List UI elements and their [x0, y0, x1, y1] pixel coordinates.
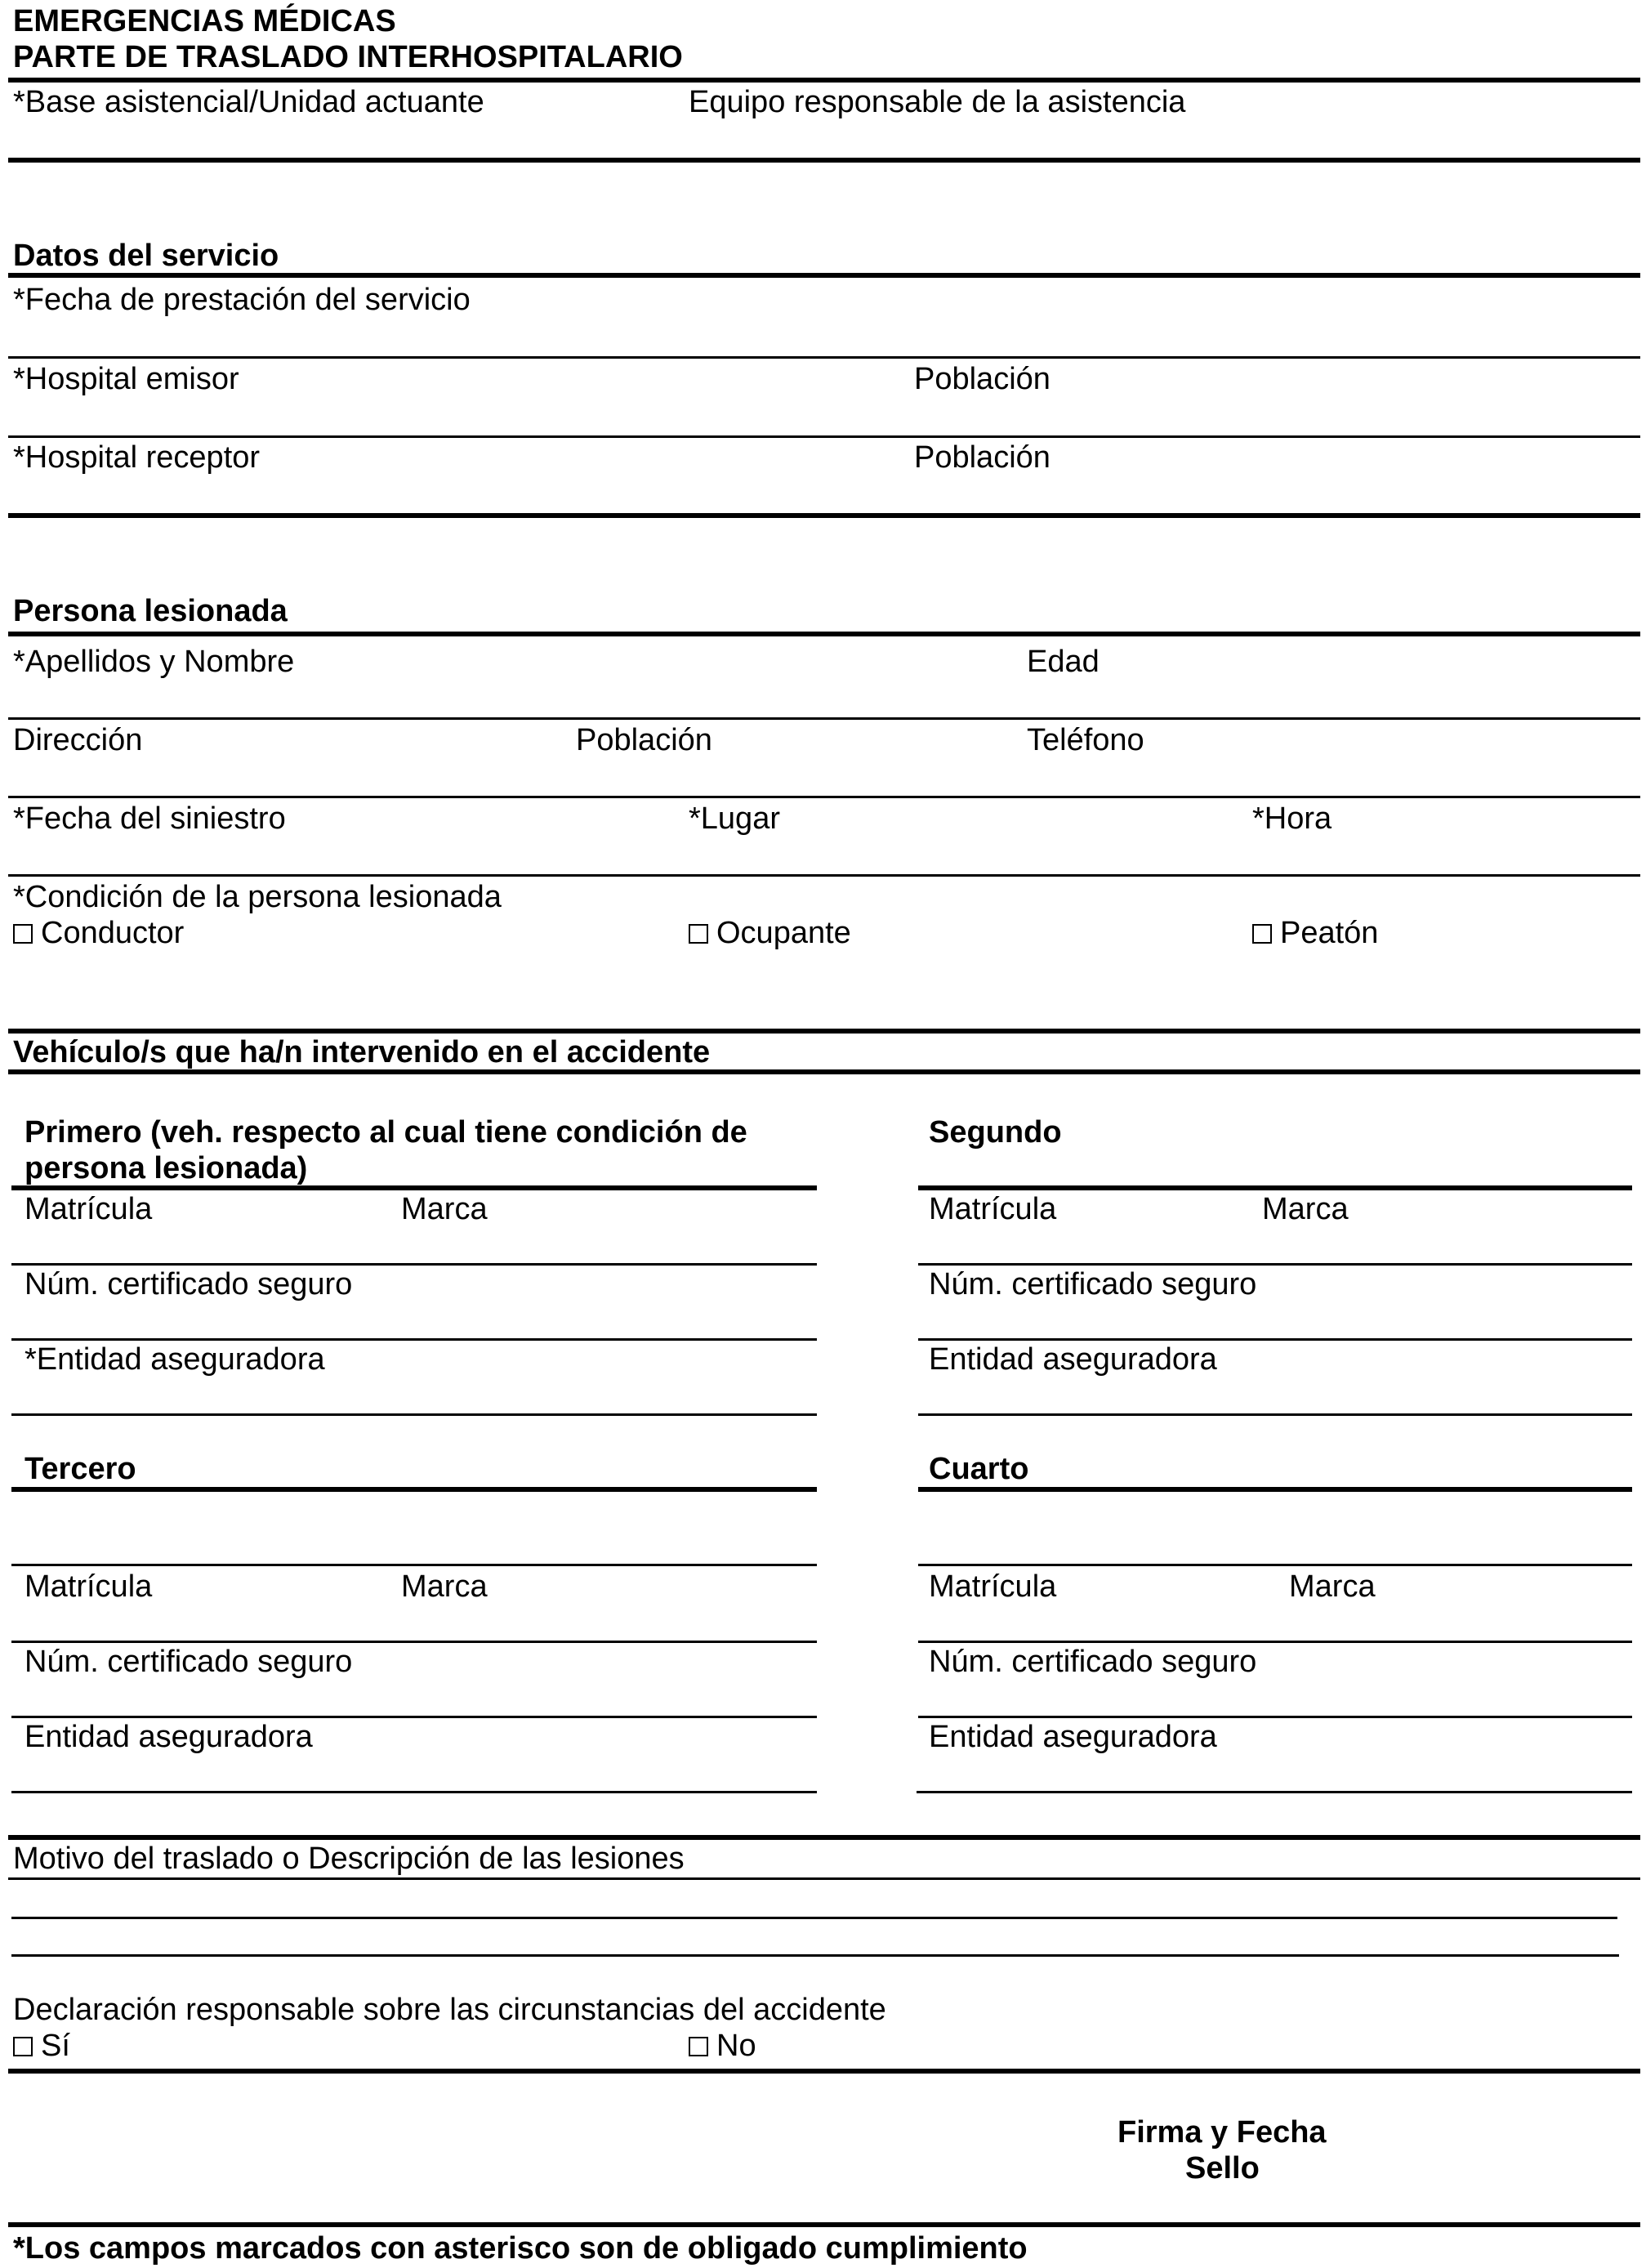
option-conductor[interactable]: [13, 915, 184, 951]
option-label: Ocupante: [716, 916, 851, 950]
field-underline: [11, 1791, 817, 1793]
vehiculo-tercero-title: Tercero: [25, 1452, 136, 1486]
fecha-siniestro-label: *Fecha del siniestro: [13, 801, 286, 836]
cuarto-marca-label: Marca: [1289, 1569, 1376, 1604]
checkbox[interactable]: [689, 924, 708, 944]
segundo-matricula-label: Matrícula: [929, 1192, 1057, 1226]
field-underline: [918, 1338, 1632, 1341]
vehiculo-primero-title-line1: Primero (veh. respecto al cual tiene condición de: [25, 1115, 747, 1150]
divider: [8, 2222, 1640, 2227]
field-underline: [918, 1564, 1632, 1566]
cuarto-entidad-label: Entidad aseguradora: [929, 1720, 1217, 1754]
field-underline: [918, 1413, 1632, 1416]
option-no[interactable]: [689, 2028, 756, 2064]
primero-entidad-label: *Entidad aseguradora: [25, 1342, 325, 1377]
divider: [11, 1185, 817, 1190]
tercero-matricula-label: Matrícula: [25, 1569, 153, 1604]
checkbox[interactable]: [13, 2037, 33, 2056]
hospital-receptor-label: *Hospital receptor: [13, 440, 261, 475]
field-underline: [8, 1877, 1640, 1880]
field-underline: [11, 1564, 817, 1566]
form-title-line2: PARTE DE TRASLADO INTERHOSPITALARIO: [13, 40, 683, 74]
poblacion-receptor-label: Población: [914, 440, 1050, 475]
divider: [8, 2069, 1640, 2074]
field-underline: [918, 1263, 1632, 1266]
primero-marca-label: Marca: [401, 1192, 488, 1226]
field-underline: [918, 1641, 1632, 1643]
option-label: Peatón: [1280, 916, 1379, 950]
divider: [8, 273, 1640, 278]
lugar-label: *Lugar: [689, 801, 780, 836]
poblacion-emisor-label: Población: [914, 362, 1050, 396]
section-title-vehiculos: Vehículo/s que ha/n intervenido en el accidente: [13, 1035, 711, 1069]
divider: [8, 78, 1640, 83]
section-title-servicio: Datos del servicio: [13, 239, 279, 273]
divider: [918, 1185, 1632, 1190]
field-underline: [8, 874, 1640, 877]
field-underline: [11, 1954, 1619, 1957]
field-underline: [918, 1716, 1632, 1718]
cuarto-certificado-label: Núm. certificado seguro: [929, 1645, 1257, 1679]
fecha-servicio-label: *Fecha de prestación del servicio: [13, 283, 471, 317]
footer-note: *Los campos marcados con asterisco son de obligado cumplimiento: [13, 2231, 1028, 2266]
segundo-entidad-label: Entidad aseguradora: [929, 1342, 1217, 1377]
checkbox[interactable]: [1252, 924, 1272, 944]
primero-matricula-label: Matrícula: [25, 1192, 153, 1226]
divider: [8, 1029, 1640, 1034]
apellidos-nombre-label: *Apellidos y Nombre: [13, 645, 295, 679]
divider: [8, 1069, 1640, 1074]
option-label: Sí: [41, 2029, 70, 2063]
vehiculo-segundo-title: Segundo: [929, 1115, 1062, 1150]
vehiculo-primero-title-line2: persona lesionada): [25, 1151, 308, 1185]
motivo-label: Motivo del traslado o Descripción de las lesiones: [13, 1842, 685, 1876]
option-label: Conductor: [41, 916, 185, 950]
field-underline: [917, 1791, 1632, 1793]
divider: [8, 1835, 1640, 1840]
field-underline: [8, 435, 1640, 438]
option-si[interactable]: [13, 2028, 70, 2064]
checkbox[interactable]: [689, 2037, 708, 2056]
condicion-label: *Condición de la persona lesionada: [13, 880, 502, 914]
cuarto-matricula-label: Matrícula: [929, 1569, 1057, 1604]
field-underline: [8, 796, 1640, 798]
direccion-label: Dirección: [13, 723, 143, 757]
field-underline: [11, 1263, 817, 1266]
section-title-persona: Persona lesionada: [13, 594, 288, 628]
telefono-label: Teléfono: [1027, 723, 1144, 757]
primero-certificado-label: Núm. certificado seguro: [25, 1267, 353, 1301]
divider: [918, 1487, 1632, 1492]
edad-label: Edad: [1027, 645, 1100, 679]
option-label: No: [716, 2029, 756, 2063]
sello-label: Sello: [1185, 2151, 1260, 2185]
segundo-marca-label: Marca: [1262, 1192, 1349, 1226]
tercero-marca-label: Marca: [401, 1569, 488, 1604]
base-asistencial-label: *Base asistencial/Unidad actuante: [13, 85, 484, 119]
divider: [8, 158, 1640, 163]
vehiculo-cuarto-title: Cuarto: [929, 1452, 1029, 1486]
firma-fecha-label: Firma y Fecha: [1117, 2115, 1327, 2150]
option-ocupante[interactable]: [689, 915, 851, 951]
tercero-certificado-label: Núm. certificado seguro: [25, 1645, 353, 1679]
checkbox[interactable]: [13, 924, 33, 944]
field-underline: [11, 1641, 817, 1643]
equipo-responsable-label: Equipo responsable de la asistencia: [689, 85, 1186, 119]
segundo-certificado-label: Núm. certificado seguro: [929, 1267, 1257, 1301]
field-underline: [11, 1413, 817, 1416]
form-title-line1: EMERGENCIAS MÉDICAS: [13, 4, 396, 38]
field-underline: [11, 1716, 817, 1718]
declaracion-label: Declaración responsable sobre las circunstancias del accidente: [13, 1993, 886, 2027]
hospital-emisor-label: *Hospital emisor: [13, 362, 239, 396]
field-underline: [11, 1917, 1617, 1919]
divider: [8, 632, 1640, 636]
field-underline: [8, 356, 1640, 359]
divider: [8, 513, 1640, 518]
field-underline: [8, 717, 1640, 720]
divider: [11, 1487, 817, 1492]
option-peaton[interactable]: [1252, 915, 1378, 951]
poblacion-label: Población: [576, 723, 712, 757]
tercero-entidad-label: Entidad aseguradora: [25, 1720, 313, 1754]
hora-label: *Hora: [1252, 801, 1332, 836]
field-underline: [11, 1338, 817, 1341]
